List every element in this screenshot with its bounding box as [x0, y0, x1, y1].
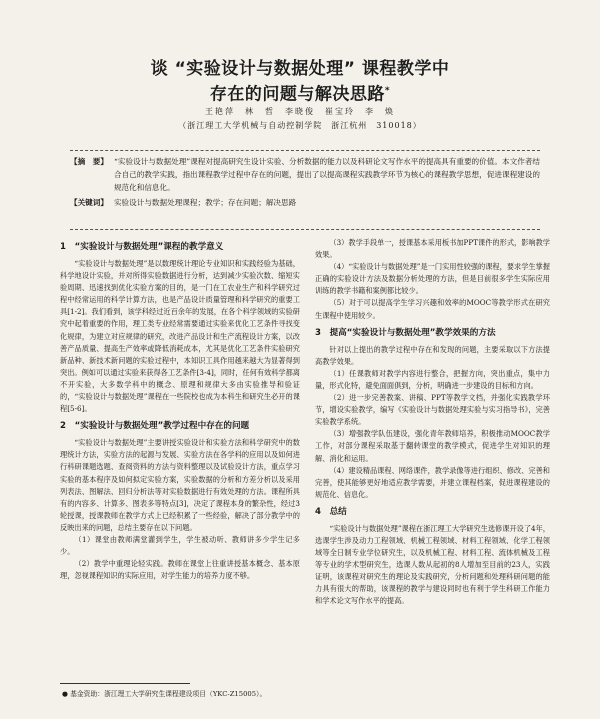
section-3-item-3: （3）增强教学队伍建设，强化青年教师培养，积极推动MOOC教学工作，对部分课程采取基于翻转课堂的教学模式，促进学生对知识的理解、消化和运用。: [315, 429, 550, 463]
section-2-item-4: （4）“实验设计与数据处理”是一门实用性较强的课程，要求学生掌握正确的实验设计方法及数据分析处理的方法，但是目前很多学生实际应用训练的教学书籍和案例都比较少。: [315, 262, 550, 296]
title-line-2-text: 存在的问题与解决思路: [209, 84, 385, 105]
keywords-label: 【关键词】: [70, 198, 108, 207]
title-line-2: [40, 80, 560, 106]
footnote-divider: [60, 683, 190, 684]
abstract-box: [70, 150, 540, 230]
section-2-paragraph-1: “实验设计与数据处理”主要讲授实验设计和实验方法和科学研究中的数理统计方法，实验方法的起源与发展、实验方法在各学科的应用以及如何进行科研课题选题、查阅资料的方法与资料整理以及试验设计方法，重点学习实验的基本程序及如何拟定实验方案，实验数据的分析和方差分析以及采用列表法、图解法、回归分析法等对实验数据进行有效处理的方法。课程所具有的内容多、计算多、图表多等特点[3]，决定了课程本身的繁杂性，经过3轮授课，授课教师在教学方式上已经积累了一些经验，解决了部分教学中的反映出来的问题，总结主要存在以下问题。: [60, 438, 300, 532]
section-3-item-4: （4）建设精品课程、网络课件，教学录像等进行组织、修改、完善和完善，使其能够更好地适应教学需要，并建立课程档案，促进课程建设的规范化、信息化。: [315, 465, 550, 499]
section-3-paragraph-1: 针对以上提出的教学过程中存在和发现的问题，主要采取以下方法提高教学效果。: [315, 344, 550, 366]
right-column: [315, 237, 550, 608]
keywords: [70, 196, 540, 209]
abstract-text: “实验设计与数据处理”课程对提高研究生设计实验、分析数据的能力以及科研论文写作水平的提高具有重要的价值。本文作者结合自己的教学实践，指出课程教学过程中存在的问题，提出了以提高课程实践教学环节为核心的课程教学思想，促进课程建设的规范化和信息化。: [113, 157, 540, 192]
authors: 王艳萍 林 哲 李晓俊 崔宝玲 李 焕: [205, 107, 395, 116]
left-column: [60, 236, 300, 582]
page-title: [40, 58, 560, 106]
section-3-item-2: （2）进一步完善教案、讲稿、PPT等教学文档，并强化实践教学环节，增设实验教学，编写《实验设计与数据处理实验与实习指导书》，完善实验教学系统。: [315, 393, 550, 427]
affiliation: （浙江理工大学机械与自动控制学院 浙江杭州 310018）: [178, 121, 422, 130]
section-3-item-1: （1）任课教师对教学内容进行整合，把握方向，突出重点，集中力量，形式化特，避免面面俱到，分析，明确进一步建设的目标和方向。: [315, 368, 550, 390]
section-1-paragraph: “实验设计与数据处理”是以数理统计理论专业知识和实践经验为基础，科学地设计实验，并对所得实验数据进行分析，达到减少实验次数、缩短实验周期、迅速找到优化实验方案的目的，是一门在工农业生产和科学研究过程中经常运用的科学计算方法，也是产品设计质量管理和科学研究的重要工具[1-2]。我们看到，该学科经过近百余年的发展，在各个科学领域的实验研究中起着重要的作用，理工类专业经常需要通过实验来优化工艺条件寻找变化规律，为建立对应规律的研究，改进产品设计和生产流程设计方案，以改善产品质量、提高生产效率或降低消耗成本，尤其是优化工艺条件实验研究新品种、新技术新问题的实验过程中，本知识工具作用越来越大为显著得到突出。例如可以通过实验来获得各工艺条件[3-4]，同时，任何有效科学都离不开实验，大多数学科中的概念、原理和规律大多由实验推导和验证的，“实验设计与数据处理”课程在一些院校也成为本科生和研究生必开的课程[5-6]。: [60, 259, 300, 414]
abstract-label: 【摘 要】: [70, 157, 108, 166]
section-2-item-1: （1）课堂由教师满堂灌到学生，学生被动听、教师讲多少学生记多少。: [60, 534, 300, 557]
section-4-paragraph: “实验设计与数据处理”课程在浙江理工大学研究生选修课开设了4年，选课学生涉及动力工程领域、机械工程领域、材料工程领域、化学工程领域等全日制专业学位研究生，以及机械工程、材料工程、流体机械及工程等专业的学术型研究生，选课人数从起初的8人增加至目前的23人，实践证明，该课程对研究生的理论及实践研究，分析问题和处理科研问题的能力具有很大的帮助，该课程的教学与建设同时也有利于学生科研工作能力和学术论文写作水平的提高。: [315, 523, 550, 606]
abstract: [70, 155, 540, 194]
section-4-heading: 4 总结: [315, 506, 347, 517]
section-2-item-5: （5）对于可以提高学生学习兴趣和效率的MOOC等教学形式在研究生课程中使用较少。: [315, 298, 550, 320]
section-2-item-3: （3）教学手段单一，授课基本采用板书加PPT课件的形式，影响教学效果。: [315, 238, 550, 260]
keywords-text: 实验设计与数据处理课程；教学；存在问题；解决思路: [113, 198, 297, 207]
title-note-marker: *: [384, 86, 391, 96]
section-3-heading: 3 提高“实验设计与数据处理”教学效果的方法: [315, 327, 496, 338]
section-2-heading: 2 “实验设计与数据处理”教学过程中存在的问题: [60, 421, 250, 432]
section-2-item-2: （2）教学中重理论轻实践。教师在课堂上往重讲授基本概念、基本原理，忽视课程知识的实际应用，对学生能力的培养力度不够。: [60, 559, 300, 581]
footnote: ● 基金资助：浙江理工大学研究生课程建设项目（YKC-Z15005）。: [62, 690, 267, 698]
title-line-1: 谈 “实验设计与数据处理” 课程教学中: [150, 59, 450, 79]
section-1-heading: 1 “实验设计与数据处理”课程的教学意义: [60, 242, 224, 252]
